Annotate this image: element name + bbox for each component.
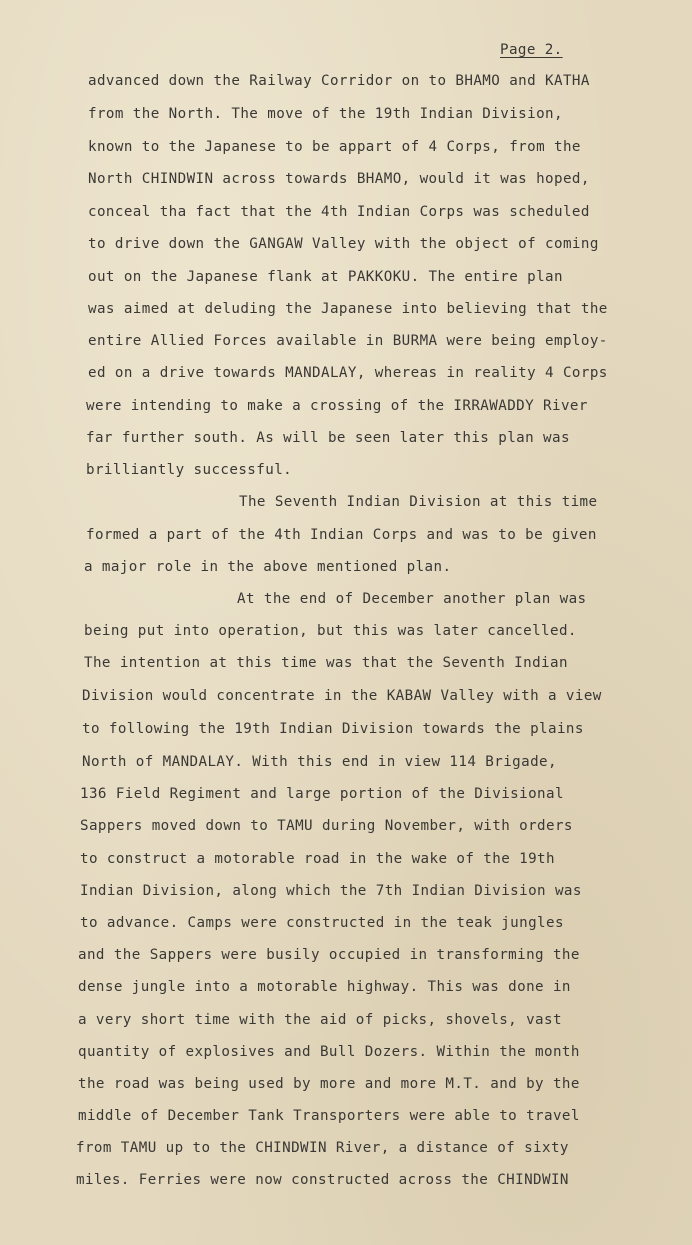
text-line: a very short time with the aid of picks, shovels, vast	[78, 1012, 562, 1028]
text-line: advanced down the Railway Corridor on to BHAMO and KATHA	[88, 73, 590, 89]
text-line: Sappers moved down to TAMU during November, with orders	[80, 818, 573, 834]
text-line: Division would concentrate in the KABAW Valley with a view	[82, 688, 602, 704]
text-line: and the Sappers were busily occupied in transforming the	[78, 947, 580, 963]
text-line: conceal tha fact that the 4th Indian Corps was scheduled	[88, 204, 590, 220]
text-line: being put into operation, but this was later cancelled.	[84, 623, 577, 639]
text-line: 136 Field Regiment and large portion of the Divisional	[80, 786, 564, 802]
text-line: North of MANDALAY. With this end in view 114 Brigade,	[82, 754, 557, 770]
text-line: out on the Japanese flank at PAKKOKU. The entire plan	[88, 269, 563, 285]
text-line: entire Allied Forces available in BURMA were being employ-	[88, 333, 608, 349]
text-line: Indian Division, along which the 7th Indian Division was	[80, 883, 582, 899]
text-line: The Seventh Indian Division at this time	[239, 494, 598, 510]
text-line: to drive down the GANGAW Valley with the object of coming	[88, 236, 599, 252]
text-line: far further south. As will be seen later this plan was	[86, 430, 570, 446]
page-number: Page 2.	[500, 42, 563, 58]
text-line: The intention at this time was that the Seventh Indian	[84, 655, 568, 671]
text-line: formed a part of the 4th Indian Corps and was to be given	[86, 527, 597, 543]
text-line: known to the Japanese to be appart of 4 Corps, from the	[88, 139, 581, 155]
text-line: was aimed at deluding the Japanese into believing that the	[88, 301, 608, 317]
text-line: to advance. Camps were constructed in the teak jungles	[80, 915, 564, 931]
text-line: a major role in the above mentioned plan.	[84, 559, 452, 575]
text-line: dense jungle into a motorable highway. This was done in	[78, 979, 571, 995]
text-line: were intending to make a crossing of the IRRAWADDY River	[86, 398, 588, 414]
text-line: ed on a drive towards MANDALAY, whereas in reality 4 Corps	[88, 365, 608, 381]
text-line: middle of December Tank Transporters were able to travel	[78, 1108, 580, 1124]
text-line: from TAMU up to the CHINDWIN River, a distance of sixty	[76, 1140, 569, 1156]
text-line: At the end of December another plan was	[237, 591, 587, 607]
text-line: brilliantly successful.	[86, 462, 293, 478]
text-line: the road was being used by more and more M.T. and by the	[78, 1076, 580, 1092]
text-line: North CHINDWIN across towards BHAMO, would it was hoped,	[88, 171, 590, 187]
text-line: to construct a motorable road in the wake of the 19th	[80, 851, 555, 867]
text-line: quantity of explosives and Bull Dozers. Within the month	[78, 1044, 580, 1060]
text-line: to following the 19th Indian Division towards the plains	[82, 721, 584, 737]
text-line: from the North. The move of the 19th Indian Division,	[88, 106, 563, 122]
text-line: miles. Ferries were now constructed across the CHINDWIN	[76, 1172, 569, 1188]
